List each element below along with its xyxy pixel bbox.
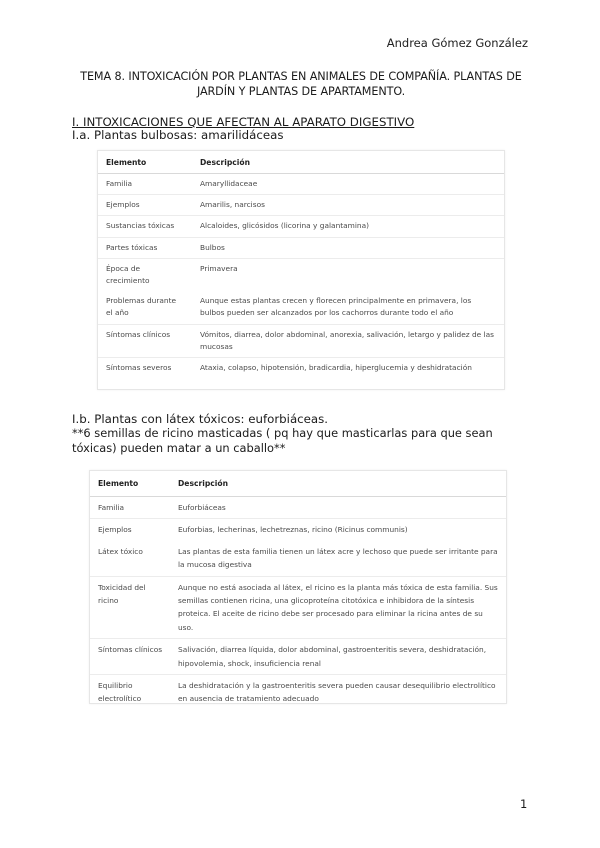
table-row	[98, 237, 504, 258]
column-header: Descripción	[170, 471, 506, 497]
table-cell-element: Problemas durante el año	[98, 291, 192, 324]
euforbiaceas-table	[90, 471, 506, 704]
amarilidaceas-table-image	[97, 150, 505, 390]
table-cell-description: Alcaloides, glicósidos (licorina y galantamina)	[192, 216, 504, 237]
table-row	[98, 195, 504, 216]
table-cell-element: Síntomas severos	[106, 363, 172, 373]
table-row	[90, 541, 506, 576]
table-cell-description: Vómitos, diarrea, dolor abdominal, anorexia, salivación, letargo y palidez de las mucosas	[192, 324, 504, 357]
document-title: TEMA 8. INTOXICACIÓN POR PLANTAS EN ANIMALES DE COMPAÑÍA. PLANTAS DE JARDÍN Y PLANTAS DE APARTAMENTO.	[80, 70, 522, 98]
table-cell-element: Familia	[90, 497, 170, 519]
table-row	[90, 497, 506, 519]
table-row	[98, 216, 504, 237]
table-header-row	[98, 151, 504, 174]
table-row	[90, 519, 506, 541]
table-cell-element: Síntomas clínicos	[98, 324, 192, 357]
table-row	[98, 174, 504, 195]
table-cell-description: Aunque no está asociada al látex, el ricino es la planta más tóxica de esta familia. Sus semillas contienen ricina, una glicoproteína citotóxica e inhibidora de la síntesis proteica. El aceite de ricino debe ser procesado para eliminar la ricina antes de su uso.	[170, 576, 506, 639]
table-cell-element: Época de crecimiento	[106, 263, 150, 286]
table-cell-description: Euforbias, lecherinas, lechetreznas, ricino (Ricinus communis)	[178, 525, 408, 535]
table-cell-element: Familia	[98, 174, 192, 195]
table-cell-element: Síntomas clínicos	[90, 639, 170, 675]
table-cell-description: Amaryllidaceae	[192, 174, 504, 195]
ricino-note: **6 semillas de ricino masticadas ( pq hay que masticarlas para que sean tóxicas) pueden matar a un caballo**	[72, 426, 493, 455]
table-row	[98, 358, 504, 379]
table-cell-description: La deshidratación y la gastroenteritis severa pueden causar desequilibrio electrolítico en ausencia de tratamiento adecuado	[178, 681, 496, 704]
table-row	[98, 258, 504, 291]
table-cell-element: Sustancias tóxicas	[98, 216, 192, 237]
table-cell-description: Aunque estas plantas crecen y florecen principalmente en primavera, los bulbos pueden ser alcanzados por los cachorros durante todo el año	[192, 291, 504, 324]
column-header: Descripción	[192, 151, 504, 174]
column-header: Elemento	[98, 151, 192, 174]
table-cell-element: Ejemplos	[98, 195, 192, 216]
table-cell-description: Las plantas de esta familia tienen un látex acre y lechoso que puede ser irritante para la mucosa digestiva	[170, 541, 506, 576]
table-row	[98, 324, 504, 357]
author-name: Andrea Gómez González	[386, 36, 528, 50]
subsection-heading-b: I.b. Plantas con látex tóxicos: euforbiáceas.	[72, 412, 329, 426]
table-header-row	[90, 471, 506, 497]
table-cell-description: Ataxia, colapso, hipotensión, bradicardia, hiperglucemia y deshidratación	[200, 363, 472, 373]
table-row	[90, 675, 506, 704]
table-cell-element: Equilibrio electrolítico	[98, 681, 142, 704]
table-row	[90, 576, 506, 639]
table-row	[90, 639, 506, 675]
amarilidaceas-table	[98, 151, 504, 378]
euforbiaceas-table-image	[89, 470, 507, 704]
table-cell-description: Amarilis, narcisos	[192, 195, 504, 216]
table-cell-description: Euforbiáceas	[170, 497, 506, 519]
subsection-heading-a: I.a. Plantas bulbosas: amarilidáceas	[72, 128, 284, 142]
table-row	[98, 291, 504, 324]
table-cell-description: Bulbos	[192, 237, 504, 258]
table-cell-element: Toxicidad del ricino	[90, 576, 170, 639]
page-number: 1	[520, 797, 528, 811]
section-heading: I. INTOXICACIONES QUE AFECTAN AL APARATO DIGESTIVO	[72, 115, 415, 129]
table-cell-description: Primavera	[200, 263, 238, 273]
table-cell-element: Ejemplos	[98, 525, 132, 535]
table-cell-element: Partes tóxicas	[98, 237, 192, 258]
table-cell-element: Látex tóxico	[90, 541, 170, 576]
table-cell-description: Salivación, diarrea líquida, dolor abdominal, gastroenteritis severa, deshidratación, hipovolemia, shock, insuficiencia renal	[170, 639, 506, 675]
column-header: Elemento	[90, 471, 170, 497]
